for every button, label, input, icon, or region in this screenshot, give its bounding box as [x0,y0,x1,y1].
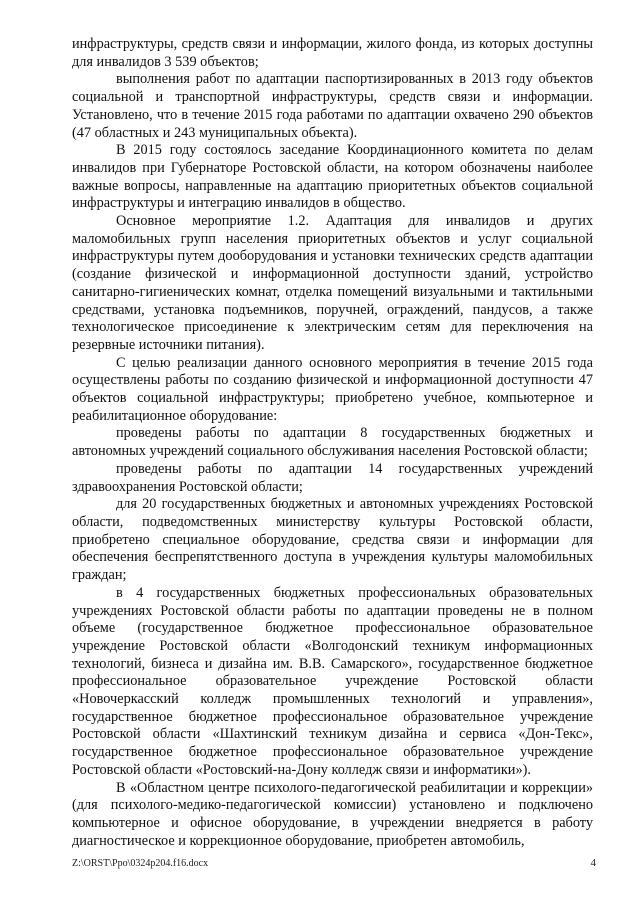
paragraph-1: инфраструктуры, средств связи и информации, жилого фонда, из которых доступны для инвалидов 3 539 объектов; [72,36,593,70]
paragraph-6: проведены работы по адаптации 8 государственных бюджетных и автономных учреждений социального обслуживания населения Ростовской области; [72,425,593,460]
paragraph-10: В «Областном центре психолого-педагогической реабилитации и коррекции» (для психолого-медико-педагогической комиссии) установлено и подключено компьютерное и офисное оборудование, в учреждении внедряется в работу диагностическое и коррекционное оборудование, приобретен автомобиль, [72,779,593,849]
document-body [72,36,593,850]
paragraph-9: в 4 государственных бюджетных профессиональных образовательных учреждениях Ростовской области работы по адаптации проведены не в полном объеме (государственное бюджетное профессиональное образовательное учреждение Ростовской области «Волгодонский техникум информационных технологий, бизнеса и дизайна им. В.В. Самарского», государственное бюджетное профессиональное образовательное учреждение Ростовской области «Новочеркасский колледж промышленных технологий и управления», государственное бюджетное профессиональное образовательное учреждение Ростовской области «Шахтинский техникум дизайна и сервиса «Дон-Текс», государственное бюджетное профессиональное образовательное учреждение Ростовской области «Ростовский-на-Дону колледж связи и информатики»). [72,584,593,778]
paragraph-4: Основное мероприятие 1.2. Адаптация для инвалидов и других маломобильных групп населения приоритетных объектов и услуг социальной инфраструктуры путем дооборудования и установки технических средств адаптации (создание физической и информационной доступности зданий, устройство санитарно-гигиенических комнат, отделка помещений визуальными и тактильными средствами, установка подъемников, поручней, ограждений, пандусов, а также технологическое присоединение к электрическим сетям для переключения на резервные источники питания). [72,213,593,353]
paragraph-2: выполнения работ по адаптации паспортизированных в 2013 году объектов социальной и транспортной инфраструктуры, средств связи и информации. Установлено, что в течение 2015 года работами по адаптации охвачено 290 объектов (47 областных и 243 муниципальных объекта). [72,71,593,141]
paragraph-3: В 2015 году состоялось заседание Координационного комитета по делам инвалидов при Губернаторе Ростовской области, на котором обозначены наиболее важные вопросы, направленные на адаптацию приоритетных объектов социальной инфраструктуры и интеграцию инвалидов в общество. [72,142,593,212]
footer-file-path: Z:\ORST\Ppo\0324p204.f16.docx [72,858,209,869]
page-number: 4 [590,857,596,869]
paragraph-5: С целью реализации данного основного мероприятия в течение 2015 года осуществлены работы по созданию физической и информационной доступности 47 объектов социальной инфраструктуры; приобретено учебное, компьютерное и реабилитационное оборудование: [72,354,593,424]
paragraph-7: проведены работы по адаптации 14 государственных учреждений здравоохранения Ростовской области; [72,460,593,495]
paragraph-8: для 20 государственных бюджетных и автономных учреждениях Ростовской области, подведомственных министерству культуры Ростовской области, приобретено специальное оборудование, средства связи и информации для обеспечения беспрепятственного доступа в учреждения культуры маломобильных граждан; [72,496,593,584]
